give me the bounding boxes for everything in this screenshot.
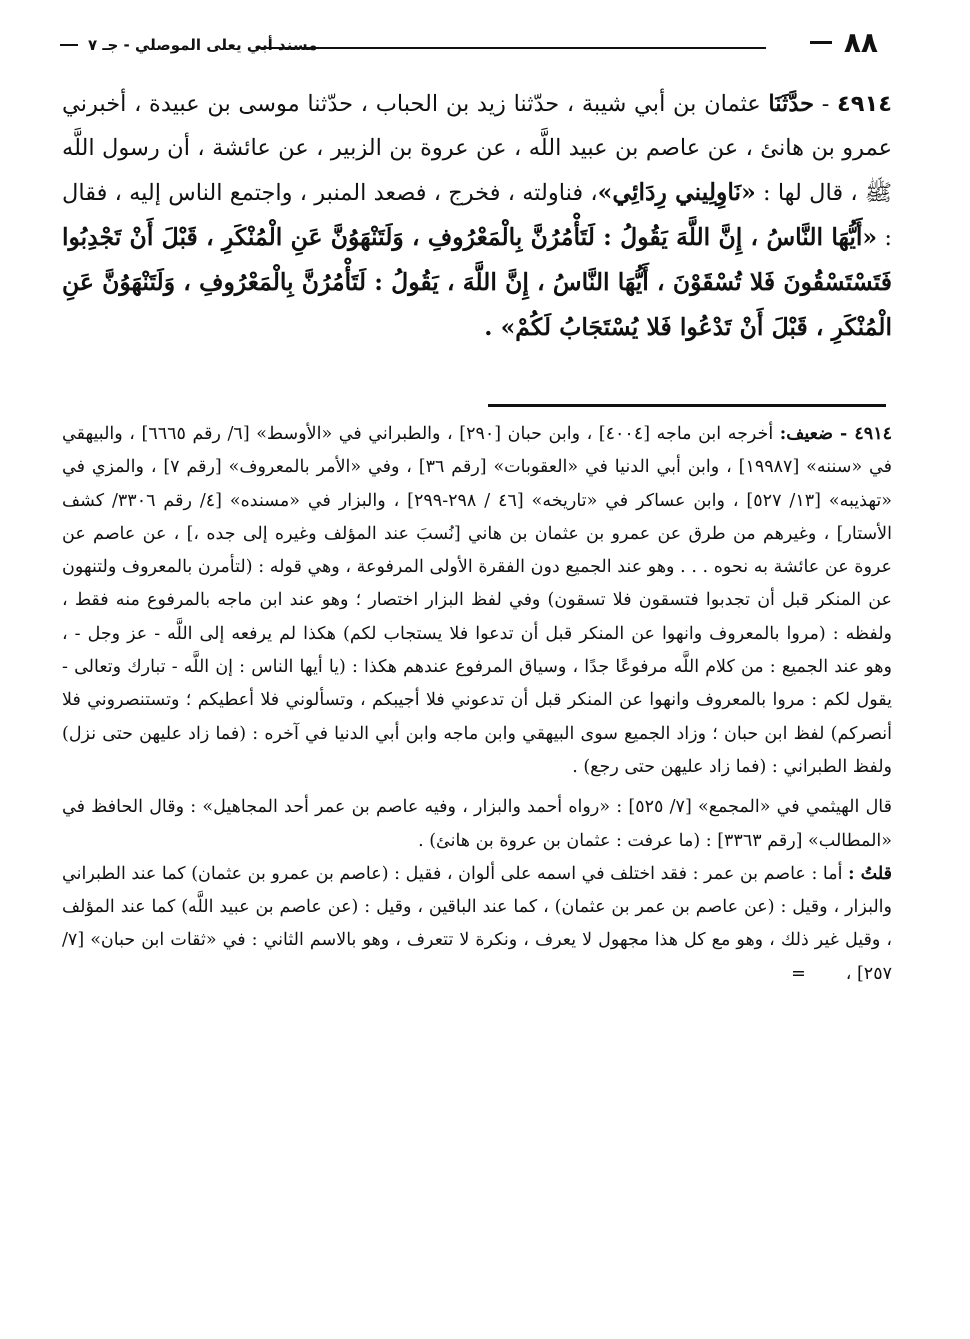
- hadith-isnad: عثمان بن أبي شيبة ، حدّثنا زيد بن الحباب ، حدّثنا موسى بن عبيدة ، أخبرني عمرو بن هانئ ، عن عاصم بن عبيد اللَّه ، عن عروة بن الزبير ، عن عائشة ، أن رسول اللَّه ﷺ ، قال لها :: [62, 91, 892, 206]
- footnote-separator: [488, 404, 886, 407]
- hadith-quote-2: «أَيُّهَا النَّاسُ ، إِنَّ اللَّهَ يَقُولُ : لَتَأْمُرُنَّ بِالْمَعْرُوفِ ، وَلَتَنْهَوُنَّ عَنِ الْمُنْكَرِ ، قَبْلَ أَنْ تَجْدِبُوا فَتَسْتَسْقُونَ فَلا تُسْقَوْنَ ، أَيُّهَا النَّاسُ ، إِنَّ اللَّهَ ، يَقُولُ : لَتَأْمُرُنَّ بِالْمَعْرُوفِ ، وَلَتَنْهَوُنَّ عَنِ الْمُنْكَرِ ، قَبْلَ أَنْ تَدْعُوا فَلا يُسْتَجَابُ لَكُمْ» .: [62, 223, 892, 341]
- footnote-takhrij: أخرجه ابن ماجه [٤٠٠٤] ، وابن حبان [٢٩٠] ، والطبراني في «الأوسط» [٦/ رقم ٦٦٦٥] ، والبيهقي في «سننه» [١٩٩٨٧] ، وابن أبي الدنيا في «العقوبات» [رقم ٣٦] ، وفي «الأمر بالمعروف» [رقم ٧] ، والمزي في «تهذيبه» [١٣/ ٥٢٧] ، وابن عساكر في «تاريخه» [٤٦ / ٢٩٨-٢٩٩] ، والبزار في «مسنده» [٤/ رقم ٣٣٠٦/ كشف الأستار] ، وغيرهم من طرق عن عمرو بن عثمان بن هاني [نُسبَ عند المؤلف وغيره إلى جده ،] ، عن عاصم عن عروة عن عائشة به نحوه . . . وهو عند الجميع دون الفقرة الأولى المرفوعة ، وهي قوله : (لتأمرن بالمعروف ولتنهون عن المنكر قبل أن تجدبوا فتسقون فلا تسقون) وفي لفظ البزار اختصار ؛ وهو عند ابن ماجه بالمرفوع منه فقط ، ولفظه : (مروا بالمعروف وانهوا عن المنكر قبل أن تدعوا فلا يستجاب لكم) هكذا لم يرفعه إلى اللَّه - عز وجل - ، وهو عند الجميع : من كلام اللَّه مرفوعًا جدًا ، وسياق المرفوع عندهم هكذا : (يا أيها الناس : إن اللَّه - تبارك وتعالى - يقول لكم : مروا بالمعروف وانهوا عن المنكر قبل أن تدعوني فلا أجيبكم ، وتسألوني فلا أعطيكم ؛ وتستنصروني فلا أنصركم) لفظ ابن حبان ؛ وزاد الجميع سوى البيهقي وابن ماجه وابن أبي الدنيا في آخره : (فما زاد عليهن حتى نزل) ولفظ الطبراني : (فما زاد عليهن حتى رجع) .: [62, 424, 892, 777]
- page-number-block: [810, 26, 878, 59]
- footnotes: [62, 418, 892, 991]
- footnote-paragraph-3: [62, 858, 892, 991]
- hadith-narration: ، فناولته ، فخرج ، فصعد المنبر ، واجتمع الناس إليه ، فقال :: [62, 180, 892, 251]
- footnote-paragraph-2: [62, 791, 892, 858]
- footnote-grading: ٤٩١٤ - ضعيف:: [779, 424, 892, 444]
- footnote-haythami: قال الهيثمي في «المجمع» [٧/ ٥٢٥] : «رواه أحمد والبزار ، وفيه عاصم بن عمر أحد المجاهيل» : وقال الحافظ في «المطالب» [رقم ٣٣٦٣] : (ما عرفت : عثمان بن عروة بن هانئ) .: [62, 797, 893, 851]
- book-title-block: [60, 36, 317, 54]
- hadith-text: ٤٩١٤ - حدَّثَنَا عثمان بن أبي شيبة ، حدّثنا زيد بن الحباب ، حدّثنا موسى بن عبيدة ، أخبرني عمرو بن هانئ ، عن عاصم بن عبيد اللَّه ، عن عروة بن الزبير ، عن عائشة ، أن رسول اللَّه ﷺ ، قال لها : «نَاوِلِيني رِدَائِي»، فناولته ، فخرج ، فصعد المنبر ، واجتمع الناس إليه ، فقال : «أَيُّهَا النَّاسُ ، إِنَّ اللَّهَ يَقُولُ : لَتَأْمُرُنَّ بِالْمَعْرُوفِ ، وَلَتَنْهَوُنَّ عَنِ الْمُنْكَرِ ، قَبْلَ أَنْ تَجْدِبُوا فَتَسْتَسْقُونَ فَلا تُسْقَوْنَ ، أَيُّهَا النَّاسُ ، إِنَّ اللَّهَ ، يَقُولُ : لَتَأْمُرُنَّ بِالْمَعْرُوفِ ، وَلَتَنْهَوُنَّ عَنِ الْمُنْكَرِ ، قَبْلَ أَنْ تَدْعُوا فَلا يُسْتَجَابُ لَكُمْ» .: [62, 91, 892, 341]
- page-number: ٨٨: [843, 26, 878, 59]
- running-header: [60, 26, 878, 66]
- hadith-quote-1: «نَاوِلِيني رِدَائِي»: [597, 178, 756, 206]
- footnote-author-note: أما : عاصم بن عمر : فقد اختلف في اسمه على ألوان ، فقيل : (عاصم بن عمرو بن عثمان) كما عند الطبراني والبزار ، وقيل : (عن عاصم بن عمر بن عثمان) ، كما عند الباقين ، وقيل : (عن عاصم بن عبيد اللَّه) كما عند المؤلف ، وقيل غير ذلك ، وهو مع كل هذا مجهول لا يعرف ، ونكرة لا تتعرف ، وهو بالاسم الثاني : في «ثقات ابن حبان» [٧/ ٢٥٧] ،: [62, 863, 892, 984]
- hadith-opening: حدَّثَنَا: [768, 91, 815, 117]
- book-title: مسند أبي يعلى الموصلي - جـ ٧: [88, 36, 318, 54]
- book-title-dash: [60, 44, 78, 46]
- header-rule: [256, 47, 766, 49]
- page-number-dash: [810, 41, 832, 44]
- hadith-number: ٤٩١٤: [837, 91, 892, 117]
- footnote-paragraph-1: [62, 418, 892, 784]
- footnote-author-note-lead: قلتُ :: [848, 863, 892, 884]
- continuation-mark: =: [791, 963, 806, 984]
